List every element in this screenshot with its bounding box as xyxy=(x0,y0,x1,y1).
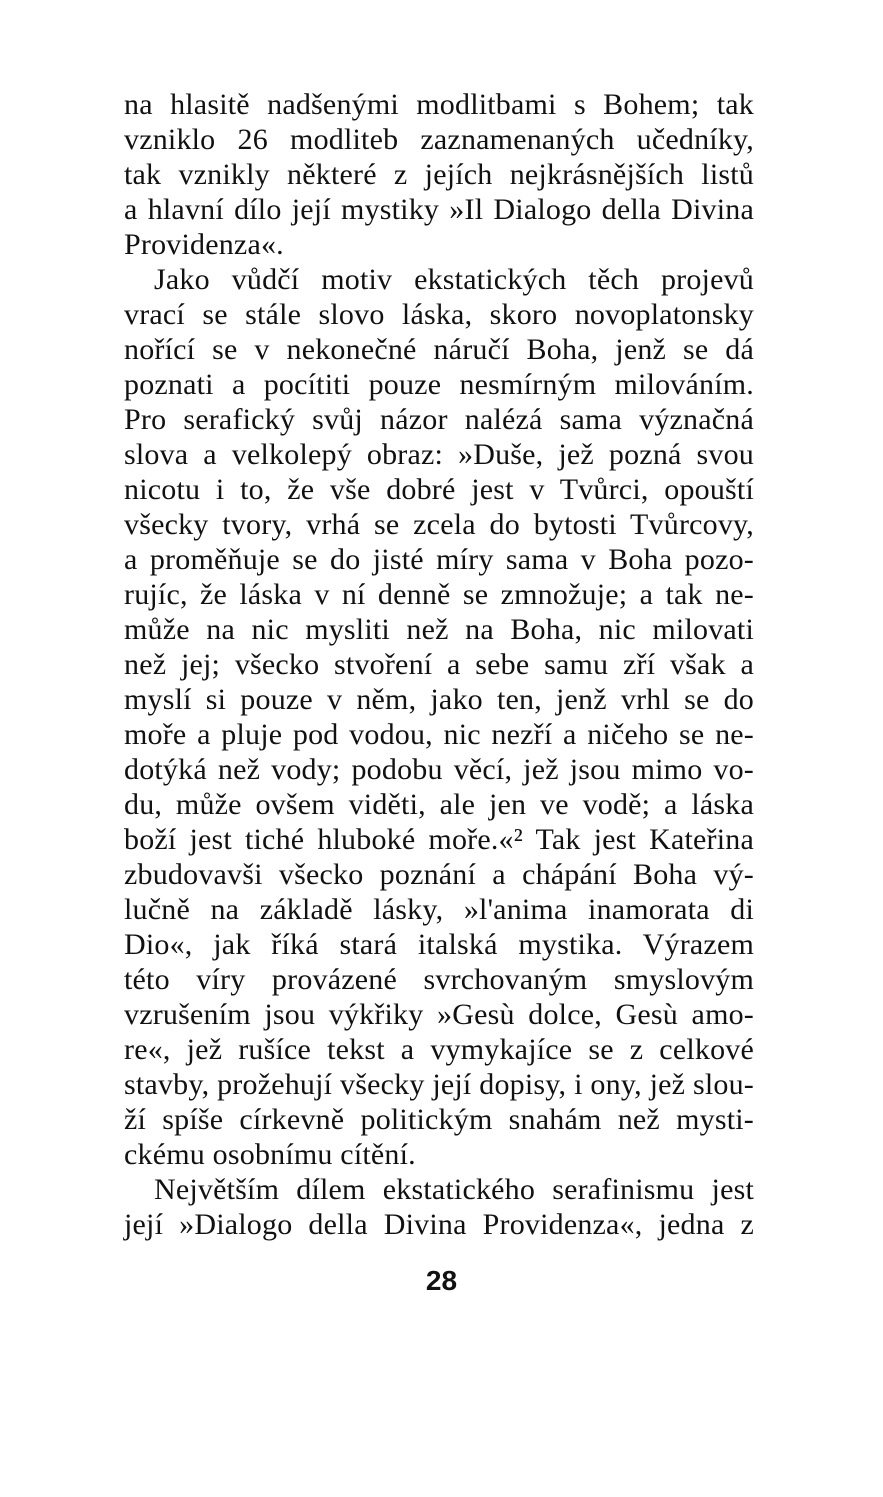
text-line: této víry provázené svrchovaným smyslovým xyxy=(124,963,754,996)
text-line: Providenza«. xyxy=(124,228,284,261)
text-line: slova a velkolepý obraz: »Duše, jež pozná svou xyxy=(124,438,754,471)
text-line: vzrušením jsou výkřiky »Gesù dolce, Gesù amo- xyxy=(124,998,754,1031)
text-line: re«, jež rušíce tekst a vymykajíce se z celkové xyxy=(124,1033,754,1066)
text-line: Dio«, jak říká stará italská mystika. Výrazem xyxy=(124,928,754,961)
page-number: 28 xyxy=(425,1265,458,1296)
text-line: vrací se stále slovo láska, skoro novoplatonsky xyxy=(124,298,754,331)
text-line: zbudovavši všecko poznání a chápání Boha vý- xyxy=(124,858,754,891)
text-line: stavby, prožehují všecky její dopisy, i ony, jež slou- xyxy=(124,1068,754,1101)
text-line: boží jest tiché hluboké moře.«² Tak jest Kateřina xyxy=(124,823,754,856)
text-line: dotýká než vody; podobu věcí, jež jsou mimo vo- xyxy=(124,753,754,786)
text-line: nicotu i to, že vše dobré jest v Tvůrci, opouští xyxy=(124,473,754,506)
text-line: Pro serafický svůj názor nalézá sama význačná xyxy=(124,403,754,436)
text-line: všecky tvory, vrhá se zcela do bytosti Tvůrcovy, xyxy=(124,508,754,541)
text-line: tak vznikly některé z jejích nejkrásnějších listů xyxy=(124,158,754,191)
text-line: na hlasitě nadšenými modlitbami s Bohem; tak xyxy=(124,88,754,121)
text-line: nořící se v nekonečné náručí Boha, jenž se dá xyxy=(124,333,754,366)
text-line: a proměňuje se do jisté míry sama v Boha pozo- xyxy=(124,543,754,576)
paragraph-first-line: Největším dílem ekstatického serafinismu jest xyxy=(154,1173,754,1206)
text-line: její »Dialogo della Divina Providenza«, jedna z xyxy=(124,1208,754,1241)
text-line: může na nic mysliti než na Boha, nic milovati xyxy=(124,613,754,646)
text-line: poznati a pocítiti pouze nesmírným milováním. xyxy=(124,368,754,401)
text-line: a hlavní dílo její mystiky »Il Dialogo della Divina xyxy=(124,193,754,226)
text-line: moře a pluje pod vodou, nic nezří a ničeho se ne- xyxy=(124,718,754,751)
paragraph-first-line: Jako vůdčí motiv ekstatických těch projevů xyxy=(154,263,754,296)
text-line: než jej; všecko stvoření a sebe samu zří však a xyxy=(124,648,754,681)
text-line: lučně na základě lásky, »l'anima inamorata di xyxy=(124,893,754,926)
text-line: ží spíše církevně politickým snahám než mysti- xyxy=(124,1103,754,1136)
text-line: ckému osobnímu cítění. xyxy=(124,1138,416,1171)
text-line: vzniklo 26 modliteb zaznamenaných učedníky, xyxy=(124,123,754,156)
text-line: du, může ovšem viděti, ale jen ve vodě; a láska xyxy=(124,788,754,821)
text-line: rujíc, že láska v ní denně se zmnožuje; a tak ne- xyxy=(124,578,754,611)
text-line: myslí si pouze v něm, jako ten, jenž vrhl se do xyxy=(124,683,754,716)
